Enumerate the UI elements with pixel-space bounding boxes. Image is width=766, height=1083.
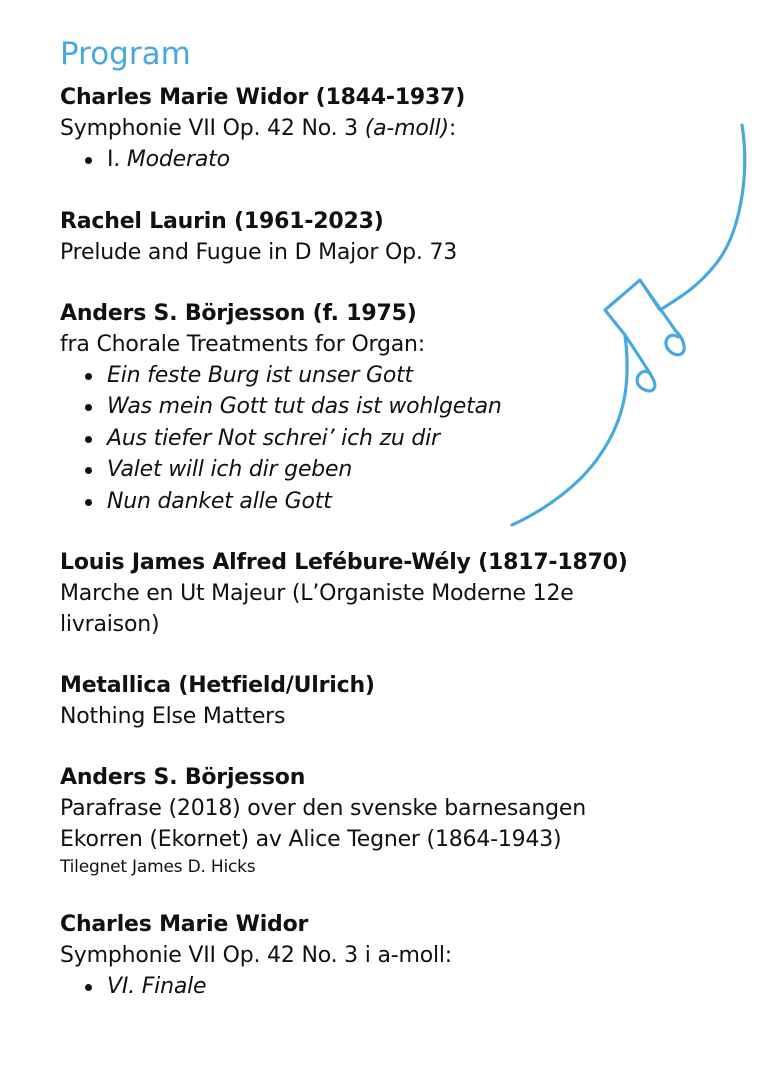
work-title-line-1: Parafrase (2018) over den svenske barnesangen [60,796,587,821]
movement-list [60,144,740,176]
movement-item: Valet will ich dir geben [85,454,740,486]
composer-name: Anders S. Börjesson [60,765,306,790]
work-suffix: : [448,116,457,141]
work-title: Symphonie VII Op. 42 No. 3 i a-moll: [60,943,453,968]
movement-number: I. [107,147,127,172]
movement-name: Moderato [126,147,230,172]
piece-laurin [60,206,740,268]
piece-widor-moderato [60,82,740,176]
piece-lefebure-wely [60,547,740,640]
movement-list [60,971,740,1003]
work-title: Prelude and Fugue in D Major Op. 73 [60,239,458,265]
work-title: fra Chorale Treatments for Organ: [60,331,426,357]
piece-borjesson-chorales [60,298,740,518]
dedication-note: Tilegnet James D. Hicks [60,857,256,877]
program-title: Program [60,36,191,72]
piece-metallica [60,670,740,732]
work-key: (a-moll) [364,116,449,141]
movement-item: VI. Finale [85,971,740,1003]
work-title-line-2: livraison) [60,612,160,637]
work-title [60,113,740,144]
movement-item [85,144,740,176]
composer-name: Metallica (Hetfield/Ulrich) [60,673,375,698]
composer-name: Louis James Alfred Lefébure-Wély (1817-1870) [60,550,628,575]
piece-widor-finale [60,909,740,1003]
work-title: Nothing Else Matters [60,704,286,729]
program-page [60,34,740,1033]
work-main: Symphonie VII Op. 42 No. 3 [60,116,365,141]
composer-name: Charles Marie Widor [60,912,309,937]
movement-list [60,360,740,518]
movement-item: Nun danket alle Gott [85,486,740,518]
piece-borjesson-parafrase [60,762,740,879]
composer-name: Rachel Laurin (1961-2023) [60,208,384,234]
work-title-line-2: Ekorren (Ekornet) av Alice Tegner (1864-1943) [60,827,562,852]
movement-item: Was mein Gott tut das ist wohlgetan [85,391,740,423]
composer-name: Charles Marie Widor (1844-1937) [60,85,466,110]
movement-item: Aus tiefer Not schrei’ ich zu dir [85,423,740,455]
composer-name: Anders S. Börjesson (f. 1975) [60,300,417,326]
work-title-line-1: Marche en Ut Majeur (L’Organiste Moderne 12e [60,581,574,606]
movement-item: Ein feste Burg ist unser Gott [85,360,740,392]
